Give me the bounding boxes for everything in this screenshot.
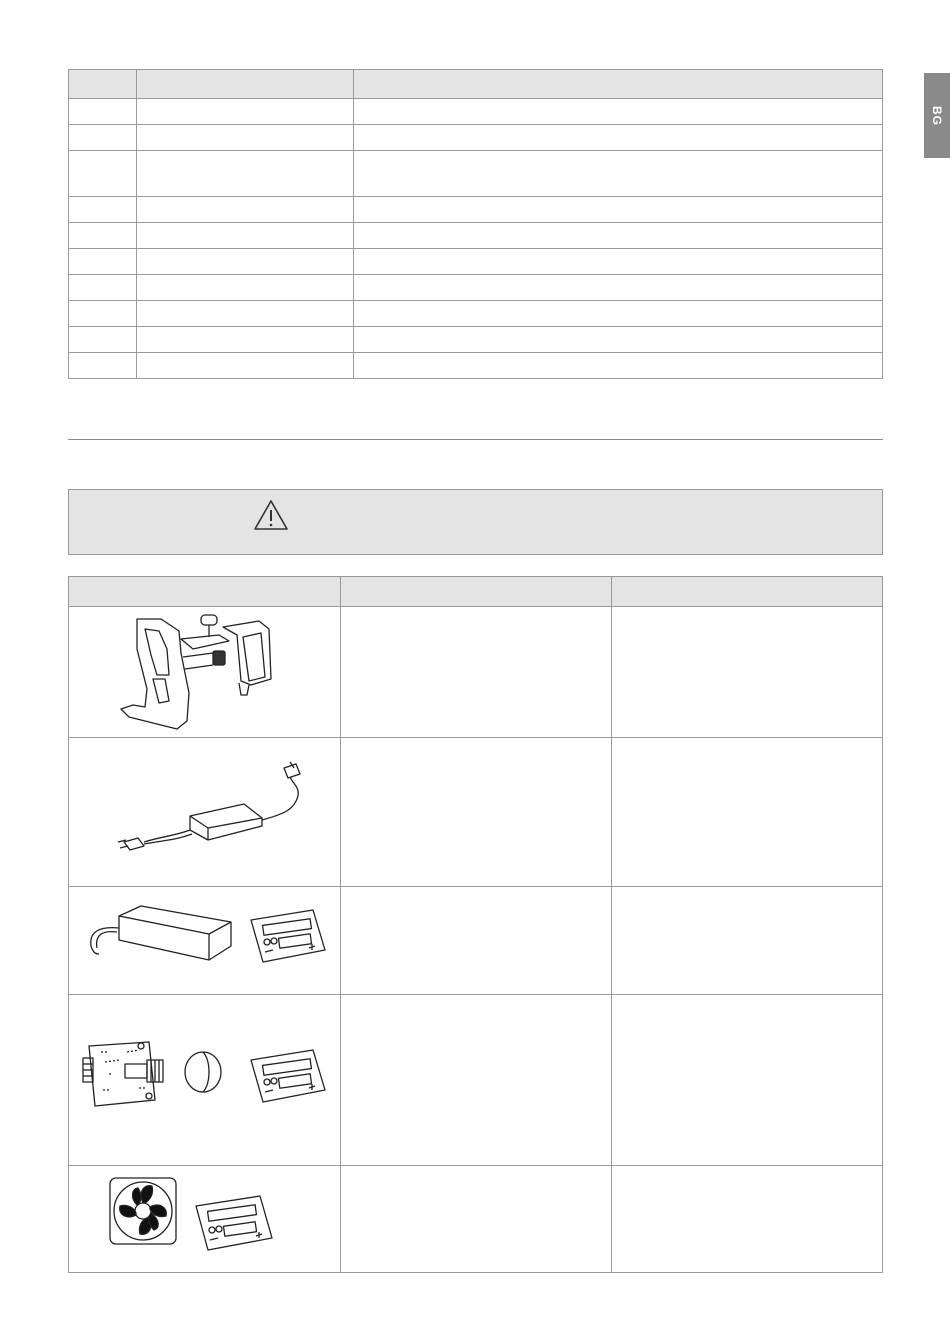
table-cell: [354, 223, 883, 249]
table-cell: [69, 125, 137, 151]
table-cell: [611, 607, 882, 738]
table-cell: [354, 249, 883, 275]
power-supply-illustration: [94, 760, 314, 860]
image-cell: [69, 995, 341, 1166]
table-cell: [69, 275, 137, 301]
table-row: [69, 887, 883, 995]
section-divider: [68, 439, 883, 440]
table-row: [69, 151, 883, 197]
table-cell: [137, 99, 354, 125]
table-header-row: [69, 577, 883, 607]
table-row: [69, 125, 883, 151]
table-cell: [611, 738, 882, 887]
table-cell: [611, 995, 882, 1166]
table-cell: [69, 223, 137, 249]
table-cell: [137, 301, 354, 327]
table-cell: [69, 99, 137, 125]
table-cell: [137, 125, 354, 151]
table-cell: [340, 738, 611, 887]
table-cell: [611, 1166, 882, 1273]
table-cell: [137, 197, 354, 223]
table-cell: [137, 275, 354, 301]
fan-illustration: [104, 1174, 304, 1260]
table-row: [69, 607, 883, 738]
image-cell: [69, 887, 341, 995]
table-cell: [354, 197, 883, 223]
table-row: [69, 738, 883, 887]
warning-triangle-icon: [253, 499, 289, 531]
circuit-board-illustration: [79, 1038, 329, 1118]
table-cell: [137, 151, 354, 197]
table-cell: [354, 99, 883, 125]
header-cell: [340, 577, 611, 607]
table-cell: [354, 353, 883, 379]
table-row: [69, 249, 883, 275]
table-cell: [137, 249, 354, 275]
codes-table: [68, 69, 883, 379]
table-row: [69, 353, 883, 379]
table-cell: [354, 125, 883, 151]
table-cell: [137, 353, 354, 379]
image-cell: [69, 1166, 341, 1273]
table-cell: [69, 353, 137, 379]
table-cell: [354, 275, 883, 301]
language-tab: [924, 73, 950, 158]
table-row: [69, 197, 883, 223]
table-cell: [354, 151, 883, 197]
image-cell: [69, 738, 341, 887]
header-cell: [69, 577, 341, 607]
table-cell: [69, 197, 137, 223]
header-cell: [137, 70, 354, 99]
table-row: [69, 99, 883, 125]
table-cell: [340, 607, 611, 738]
header-cell: [69, 70, 137, 99]
table-cell: [137, 327, 354, 353]
battery-pack-illustration: [79, 898, 329, 978]
parts-table: [68, 576, 883, 1273]
table-cell: [69, 249, 137, 275]
table-cell: [69, 327, 137, 353]
header-cell: [611, 577, 882, 607]
warning-box: [68, 489, 883, 555]
table-cell: [69, 301, 137, 327]
table-cell: [611, 887, 882, 995]
table-row: [69, 327, 883, 353]
table-cell: [340, 1166, 611, 1273]
table-header-row: [69, 70, 883, 99]
table-cell: [340, 887, 611, 995]
table-row: [69, 275, 883, 301]
table-cell: [354, 327, 883, 353]
table-row: [69, 995, 883, 1166]
table-cell: [340, 995, 611, 1166]
bracket-clamp-illustration: [119, 609, 289, 731]
table-cell: [69, 151, 137, 197]
table-row: [69, 223, 883, 249]
image-cell: [69, 607, 341, 738]
header-cell: [354, 70, 883, 99]
table-row: [69, 1166, 883, 1273]
table-row: [69, 301, 883, 327]
language-tab-label: BG: [930, 105, 944, 126]
table-cell: [137, 223, 354, 249]
table-cell: [354, 301, 883, 327]
